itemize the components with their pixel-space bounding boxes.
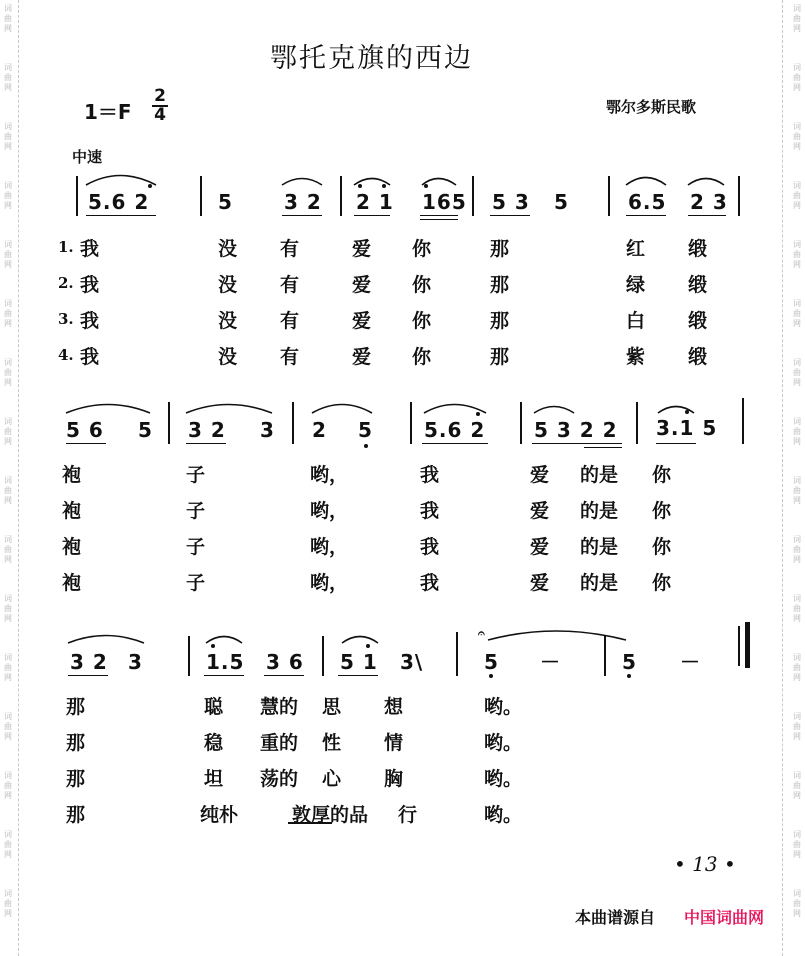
- lyric-word: 哟，: [310, 500, 349, 522]
- note-group: 5.6 2: [88, 190, 150, 214]
- watermark-char: 词: [4, 653, 12, 662]
- watermark-char: 网: [4, 319, 12, 328]
- watermark-char: 曲: [4, 250, 12, 259]
- lyric-word: 我: [420, 572, 440, 594]
- beam: [656, 443, 696, 444]
- note-group: 5 6: [66, 418, 104, 442]
- fermata: 𝄐: [478, 626, 485, 640]
- watermark-char: 网: [793, 437, 801, 446]
- watermark-char: 曲: [4, 132, 12, 141]
- lyric-word: 你: [652, 536, 672, 558]
- note: 5: [358, 418, 373, 442]
- lyric-word: 思: [322, 696, 342, 718]
- watermark-char: 网: [793, 673, 801, 682]
- beam: [264, 675, 304, 676]
- lyric-word: 你: [652, 464, 672, 486]
- watermark-char: 词: [4, 889, 12, 898]
- lyric-word: 没: [218, 310, 238, 332]
- octave-dot: [148, 184, 152, 188]
- lyric-word: 的是: [580, 572, 619, 594]
- lyric-word: 爱: [352, 274, 372, 296]
- watermark-char: 词: [4, 63, 12, 72]
- note: 3: [260, 418, 275, 442]
- bar-line: [340, 176, 342, 216]
- lyric-word: 我: [80, 346, 100, 368]
- watermark-char: 网: [793, 378, 801, 387]
- lyric-word: 那: [66, 768, 86, 790]
- lyric-word: 子: [186, 572, 206, 594]
- octave-dot: [366, 644, 370, 648]
- lyric-word: 爱: [352, 238, 372, 260]
- beam: [86, 215, 156, 216]
- lyric-word: 我: [420, 464, 440, 486]
- lyric-word: 袍: [62, 536, 82, 558]
- lyric-word: 子: [186, 500, 206, 522]
- bar-line: [604, 636, 606, 676]
- watermark-char: 网: [793, 614, 801, 623]
- beam: [422, 443, 488, 444]
- lyric-word: 爱: [352, 346, 372, 368]
- note-group: 5 1: [340, 650, 378, 674]
- watermark-char: 曲: [793, 486, 801, 495]
- lyric-word: 哟。: [484, 804, 523, 826]
- lyric-word: 袍: [62, 464, 82, 486]
- watermark-char: 曲: [793, 663, 801, 672]
- watermark-char: 词: [793, 358, 801, 367]
- lyric-word: 那: [490, 238, 510, 260]
- bar-line: [200, 176, 202, 216]
- lyric-word: 稳: [204, 732, 224, 754]
- watermark-char: 网: [4, 83, 12, 92]
- watermark-char: 网: [793, 319, 801, 328]
- watermark-char: 曲: [793, 722, 801, 731]
- slur: [688, 179, 724, 186]
- watermark-char: 词: [793, 299, 801, 308]
- lyric-word: 情: [384, 732, 404, 754]
- bar-line: [738, 176, 740, 216]
- lyric-word: 性: [322, 732, 342, 754]
- lyric-word: 我: [80, 238, 100, 260]
- watermark-char: 词: [4, 299, 12, 308]
- watermark-char: 曲: [4, 368, 12, 377]
- watermark-char: 网: [793, 201, 801, 210]
- note: 5: [554, 190, 569, 214]
- note-group: 3 6: [266, 650, 304, 674]
- watermark-char: 网: [4, 260, 12, 269]
- lyric-word: 缎: [688, 346, 708, 368]
- watermark-char: 词: [4, 476, 12, 485]
- beam: [66, 443, 106, 444]
- lyric-word: 坦: [204, 768, 224, 790]
- page-number: • 13 •: [674, 852, 736, 876]
- watermark-char: 曲: [793, 899, 801, 908]
- lyric-word: 我: [420, 500, 440, 522]
- slur: [534, 407, 574, 414]
- bar-line: [472, 176, 474, 216]
- watermark-char: 网: [4, 614, 12, 623]
- watermark-char: 词: [793, 712, 801, 721]
- bar-line: [636, 402, 638, 444]
- beam: [584, 447, 622, 448]
- dash: －: [680, 650, 701, 674]
- watermark-char: 词: [793, 594, 801, 603]
- final-bar-line: [738, 626, 740, 666]
- lyric-word: 心: [322, 768, 342, 790]
- watermark-char: 曲: [793, 781, 801, 790]
- watermark-char: 词: [793, 653, 801, 662]
- slur: [282, 179, 322, 186]
- bar-line: [456, 632, 458, 676]
- lyric-word: 有: [280, 238, 300, 260]
- song-origin: 鄂尔多斯民歌: [606, 98, 697, 116]
- bar-line: [608, 176, 610, 216]
- tempo-marking: 中速: [72, 148, 103, 166]
- watermark-char: 词: [4, 712, 12, 721]
- lyric-word: 缎: [688, 238, 708, 260]
- watermark-char: 曲: [793, 132, 801, 141]
- watermark-char: 曲: [793, 604, 801, 613]
- beam: [490, 215, 530, 216]
- watermark-char: 网: [793, 496, 801, 505]
- octave-dot: [424, 184, 428, 188]
- final-bar-line-thick: [745, 622, 750, 668]
- watermark-char: 曲: [4, 14, 12, 23]
- beam: [186, 443, 226, 444]
- beam: [420, 219, 458, 220]
- lyric-word: 敦厚的品: [292, 804, 369, 826]
- watermark-char: 网: [793, 909, 801, 918]
- lyric-word: 袍: [62, 572, 82, 594]
- lyric-word: 没: [218, 346, 238, 368]
- lyric-word: 子: [186, 464, 206, 486]
- watermark-char: 网: [4, 24, 12, 33]
- lyric-word: 白: [626, 310, 646, 332]
- note-group: 5.6 2: [424, 418, 486, 442]
- watermark-char: 曲: [793, 368, 801, 377]
- bar-line: [188, 636, 190, 676]
- lyric-word: 那: [490, 346, 510, 368]
- watermark-char: 网: [793, 24, 801, 33]
- watermark-char: 曲: [793, 840, 801, 849]
- watermark-char: 词: [793, 535, 801, 544]
- lyric-word: 爱: [530, 536, 550, 558]
- watermark-char: 曲: [793, 191, 801, 200]
- note: 3\: [400, 650, 424, 674]
- verse-number: 2.: [58, 274, 74, 292]
- beam: [532, 443, 622, 444]
- lyric-word: 你: [652, 500, 672, 522]
- watermark-char: 网: [793, 791, 801, 800]
- site-name: 中国词曲网: [684, 908, 765, 927]
- octave-dot: [211, 644, 215, 648]
- slur: [206, 637, 242, 644]
- lyric-word: 重的: [260, 732, 299, 754]
- watermark-char: 曲: [4, 486, 12, 495]
- lyric-word: 爱: [530, 500, 550, 522]
- watermark-char: 曲: [793, 545, 801, 554]
- lyric-word: 子: [186, 536, 206, 558]
- lyric-word: 紫: [626, 346, 646, 368]
- note-group: 3 2: [188, 418, 226, 442]
- watermark-char: 词: [4, 771, 12, 780]
- lyric-word: 胸: [384, 768, 404, 790]
- lyric-word: 那: [66, 732, 86, 754]
- note-group: 3.1 5: [656, 416, 718, 440]
- lyric-word: 缎: [688, 310, 708, 332]
- lyric-word: 那: [490, 310, 510, 332]
- watermark-char: 词: [4, 594, 12, 603]
- note-group: 5 3: [492, 190, 530, 214]
- verse-number: 4.: [58, 346, 74, 364]
- watermark-char: 词: [4, 4, 12, 13]
- lyric-word: 哟。: [484, 768, 523, 790]
- lyric-word: 的是: [580, 536, 619, 558]
- lyric-word: 袍: [62, 500, 82, 522]
- lyric-word: 你: [412, 274, 432, 296]
- lyric-word: 哟。: [484, 732, 523, 754]
- watermark-char: 词: [793, 63, 801, 72]
- lyric-word: 荡的: [260, 768, 299, 790]
- time-bottom: 4: [154, 105, 166, 125]
- lyric-word: 有: [280, 310, 300, 332]
- note: 5: [138, 418, 153, 442]
- watermark-char: 词: [4, 240, 12, 249]
- note: 5: [484, 650, 499, 674]
- watermark-char: 词: [4, 358, 12, 367]
- watermark-char: 曲: [793, 73, 801, 82]
- watermark-char: 词: [4, 122, 12, 131]
- lyric-word: 我: [420, 536, 440, 558]
- watermark-char: 词: [793, 181, 801, 190]
- key-signature: 1＝F: [84, 100, 132, 124]
- lyric-word: 哟，: [310, 572, 349, 594]
- lyric-word: 爱: [352, 310, 372, 332]
- lyric-word: 没: [218, 274, 238, 296]
- lyric-word: 的是: [580, 500, 619, 522]
- watermark-char: 网: [4, 555, 12, 564]
- beam: [68, 675, 108, 676]
- watermark-char: 词: [4, 417, 12, 426]
- note-group: 3 2: [284, 190, 322, 214]
- lyric-word: 你: [412, 238, 432, 260]
- lyric-word: 哟，: [310, 536, 349, 558]
- watermark-char: 曲: [793, 427, 801, 436]
- watermark-char: 网: [4, 496, 12, 505]
- bar-line: [322, 636, 324, 676]
- octave-dot: [685, 410, 689, 414]
- note: 2: [312, 418, 327, 442]
- lyric-word: 绿: [626, 274, 646, 296]
- watermark-char: 曲: [4, 781, 12, 790]
- note-group: 2 1: [356, 190, 394, 214]
- watermark-char: 曲: [4, 545, 12, 554]
- watermark-char: 网: [4, 732, 12, 741]
- watermark-char: 网: [4, 201, 12, 210]
- song-title: 鄂托克旗的西边: [270, 43, 473, 74]
- lyric-word: 红: [626, 238, 646, 260]
- watermark-char: 曲: [4, 309, 12, 318]
- lyric-word: 你: [412, 310, 432, 332]
- beam: [354, 215, 390, 216]
- lyric-word: 的是: [580, 464, 619, 486]
- watermark-char: 曲: [793, 250, 801, 259]
- watermark-char: 曲: [4, 191, 12, 200]
- watermark-char: 网: [793, 83, 801, 92]
- lyric-word: 那: [66, 696, 86, 718]
- verse-number: 3.: [58, 310, 74, 328]
- watermark-char: 网: [4, 378, 12, 387]
- note: 5: [218, 190, 233, 214]
- slur: [66, 405, 150, 414]
- underline-mark: [288, 822, 332, 824]
- watermark-char: 网: [793, 732, 801, 741]
- watermark-char: 词: [4, 181, 12, 190]
- time-top: 2: [154, 86, 166, 106]
- watermark-char: 网: [4, 673, 12, 682]
- watermark-char: 曲: [4, 73, 12, 82]
- slur: [342, 637, 378, 644]
- lyric-word: 没: [218, 238, 238, 260]
- watermark-char: 曲: [4, 722, 12, 731]
- note: 3: [128, 650, 143, 674]
- note-group: 1.5: [206, 650, 245, 674]
- lyric-word: 那: [490, 274, 510, 296]
- note-group: 5 3 2 2: [534, 418, 618, 442]
- watermark-char: 词: [793, 4, 801, 13]
- bar-line: [520, 402, 522, 444]
- bar-line: [410, 402, 412, 444]
- watermark-char: 词: [793, 122, 801, 131]
- watermark-char: 词: [793, 889, 801, 898]
- lyric-word: 慧的: [260, 696, 299, 718]
- bar-line: [292, 402, 294, 444]
- watermark-char: 网: [793, 260, 801, 269]
- bar-line: [76, 176, 78, 216]
- octave-dot: [489, 674, 493, 678]
- watermark-char: 词: [793, 830, 801, 839]
- watermark-char: 网: [4, 909, 12, 918]
- watermark-char: 网: [793, 555, 801, 564]
- beam: [626, 215, 666, 216]
- slur: [86, 176, 156, 186]
- lyric-word: 哟，: [310, 464, 349, 486]
- watermark-char: 网: [4, 437, 12, 446]
- lyric-word: 你: [652, 572, 672, 594]
- beam: [204, 675, 244, 676]
- source-label: 本曲谱源自: [575, 908, 656, 927]
- lyric-word: 爱: [530, 572, 550, 594]
- watermark-char: 曲: [4, 840, 12, 849]
- watermark-char: 曲: [4, 604, 12, 613]
- watermark-char: 网: [4, 142, 12, 151]
- slur: [312, 405, 372, 414]
- watermark-char: 网: [793, 850, 801, 859]
- lyric-word: 有: [280, 274, 300, 296]
- lyric-word: 有: [280, 346, 300, 368]
- lyric-word: 聪: [204, 696, 224, 718]
- dash: －: [540, 650, 561, 674]
- lyric-word: 缎: [688, 274, 708, 296]
- beam: [338, 675, 378, 676]
- bar-line: [742, 398, 744, 444]
- octave-dot: [476, 412, 480, 416]
- lyric-word: 你: [412, 346, 432, 368]
- slur: [68, 636, 144, 644]
- note-group: 165: [422, 190, 467, 214]
- lyric-word: 行: [398, 804, 418, 826]
- verse-number: 1.: [58, 238, 74, 256]
- watermark-char: 曲: [793, 14, 801, 23]
- watermark-char: 曲: [4, 663, 12, 672]
- beam: [282, 215, 322, 216]
- slur: [626, 178, 666, 186]
- lyric-word: 我: [80, 310, 100, 332]
- beam: [688, 215, 726, 216]
- watermark-char: 词: [4, 830, 12, 839]
- note-group: 6.5: [628, 190, 667, 214]
- note-group: 3 2: [70, 650, 108, 674]
- watermark-char: 词: [793, 771, 801, 780]
- watermark-char: 曲: [4, 427, 12, 436]
- watermark-char: 词: [793, 476, 801, 485]
- watermark-char: 网: [4, 791, 12, 800]
- octave-dot: [382, 184, 386, 188]
- watermark-char: 词: [4, 535, 12, 544]
- slur: [186, 405, 272, 414]
- lyric-word: 爱: [530, 464, 550, 486]
- note-group: 2 3: [690, 190, 728, 214]
- lyric-word: 哟。: [484, 696, 523, 718]
- octave-dot: [358, 184, 362, 188]
- octave-dot: [627, 674, 631, 678]
- watermark-char: 网: [793, 142, 801, 151]
- bar-line: [168, 402, 170, 444]
- beam: [420, 215, 458, 216]
- lyric-word: 想: [384, 696, 404, 718]
- lyric-word: 我: [80, 274, 100, 296]
- watermark-char: 词: [793, 240, 801, 249]
- watermark-char: 网: [4, 850, 12, 859]
- watermark-char: 曲: [4, 899, 12, 908]
- octave-dot: [364, 444, 368, 448]
- watermark-char: 曲: [793, 309, 801, 318]
- lyric-word: 纯朴: [200, 804, 239, 826]
- watermark-char: 词: [793, 417, 801, 426]
- note: 5: [622, 650, 637, 674]
- lyric-word: 那: [66, 804, 86, 826]
